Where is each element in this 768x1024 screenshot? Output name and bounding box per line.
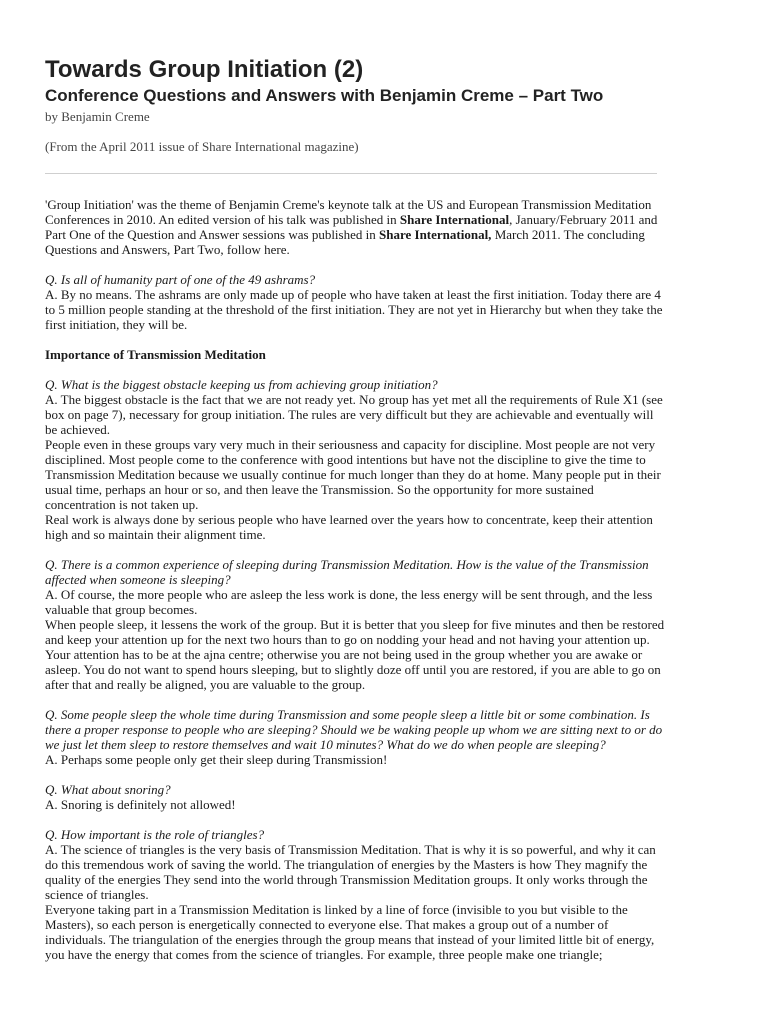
header-divider bbox=[45, 173, 657, 174]
qa-block bbox=[45, 377, 665, 542]
qa-block bbox=[45, 557, 665, 692]
answer: When people sleep, it lessens the work of the group. But it is better that you sleep for five minutes and then be restored and keep your attention up for the next two hours than to go on nodding your head and not having your attention up. Your attention has to be at the ajna centre; otherwise you are not being used in the group whether you are awake or asleep. You do not want to spend hours sleeping, but to slightly doze off until you are restored, if you are able to go on after that and really be aligned, you are valuable to the group. bbox=[45, 617, 665, 692]
qa-block bbox=[45, 272, 665, 332]
article bbox=[45, 56, 665, 962]
qa-block bbox=[45, 782, 665, 812]
article-byline: by Benjamin Creme bbox=[45, 109, 150, 124]
question: Q. Is all of humanity part of one of the 49 ashrams? bbox=[45, 272, 316, 287]
qa-block bbox=[45, 827, 665, 962]
answer: A. Perhaps some people only get their sleep during Transmission! bbox=[45, 752, 388, 767]
article-source: (From the April 2011 issue of Share International magazine) bbox=[45, 139, 359, 154]
qa-block bbox=[45, 707, 665, 767]
question: Q. Some people sleep the whole time during Transmission and some people sleep a little bit or some combination. Is there a proper response to people who are sleeping? Should we be waking people up whom we are sitting next to or do we just let them sleep to restore themselves and wait 10 minutes? What do we do when people are sleeping? bbox=[45, 707, 663, 752]
article-body bbox=[45, 197, 665, 962]
question: Q. There is a common experience of sleeping during Transmission Meditation. How is the value of the Transmission affected when someone is sleeping? bbox=[45, 557, 649, 587]
article-title: Towards Group Initiation (2) bbox=[45, 56, 364, 83]
intro-paragraph: 'Group Initiation' was the theme of Benjamin Creme's keynote talk at the US and European Transmission Meditation Conferences in 2010. An edited version of his talk was published in Share International, January/February 2011 and Part One of the Question and Answer sessions was published in Share International, March 2011. The concluding Questions and Answers, Part Two, follow here. bbox=[45, 197, 658, 257]
answer: Everyone taking part in a Transmission Meditation is linked by a line of force (invisible to you but visible to the Masters), so each person is energetically connected to everyone else. That makes a group out of a number of individuals. The triangulation of the energies through the group means that instead of your limited little bit of energy, you have the energy that comes from the science of triangles. For example, three people make one triangle; bbox=[45, 902, 655, 962]
question: Q. What is the biggest obstacle keeping us from achieving group initiation? bbox=[45, 377, 438, 392]
answer: People even in these groups vary very much in their seriousness and capacity for discipline. Most people are not very disciplined. Most people come to the conference with good intentions but have not the discipline to give the time to Transmission Meditation because we usually continue for much longer than they do at home. Many people put in their usual time, perhaps an hour or so, and then leave the Transmission. So the opportunity for more sustained concentration is not taken up. bbox=[45, 437, 661, 512]
magazine-name: Share International bbox=[399, 212, 510, 227]
answer: A. By no means. The ashrams are only made up of people who have taken at least the first initiation. Today there are 4 to 5 million people standing at the threshold of the first initiation. They are not yet in Hierarchy but when they take the first initiation, they will be. bbox=[45, 287, 663, 332]
answer: A. Of course, the more people who are asleep the less work is done, the less energy will be sent through, and the less valuable that group becomes. bbox=[45, 587, 653, 617]
answer: A. Snoring is definitely not allowed! bbox=[45, 797, 236, 812]
question: Q. What about snoring? bbox=[45, 782, 171, 797]
magazine-name: Share International, bbox=[379, 227, 492, 242]
article-subtitle: Conference Questions and Answers with Benjamin Creme – Part Two bbox=[45, 86, 604, 105]
answer: Real work is always done by serious people who have learned over the years how to concentrate, keep their attention high and so maintain their alignment time. bbox=[45, 512, 653, 542]
section-heading: Importance of Transmission Meditation bbox=[45, 347, 266, 362]
question: Q. How important is the role of triangles? bbox=[45, 827, 265, 842]
answer: A. The science of triangles is the very basis of Transmission Meditation. That is why it is so powerful, and why it can do this tremendous work of saving the world. The triangulation of energies by the Masters is how They magnify the quality of the energies They send into the world through Transmission Meditation groups. It only works through the science of triangles. bbox=[45, 842, 656, 902]
answer: A. The biggest obstacle is the fact that we are not ready yet. No group has yet met all the requirements of Rule X1 (see box on page 7), necessary for group initiation. The rules are very difficult but they are achievable and eventually will be achieved. bbox=[45, 392, 663, 437]
